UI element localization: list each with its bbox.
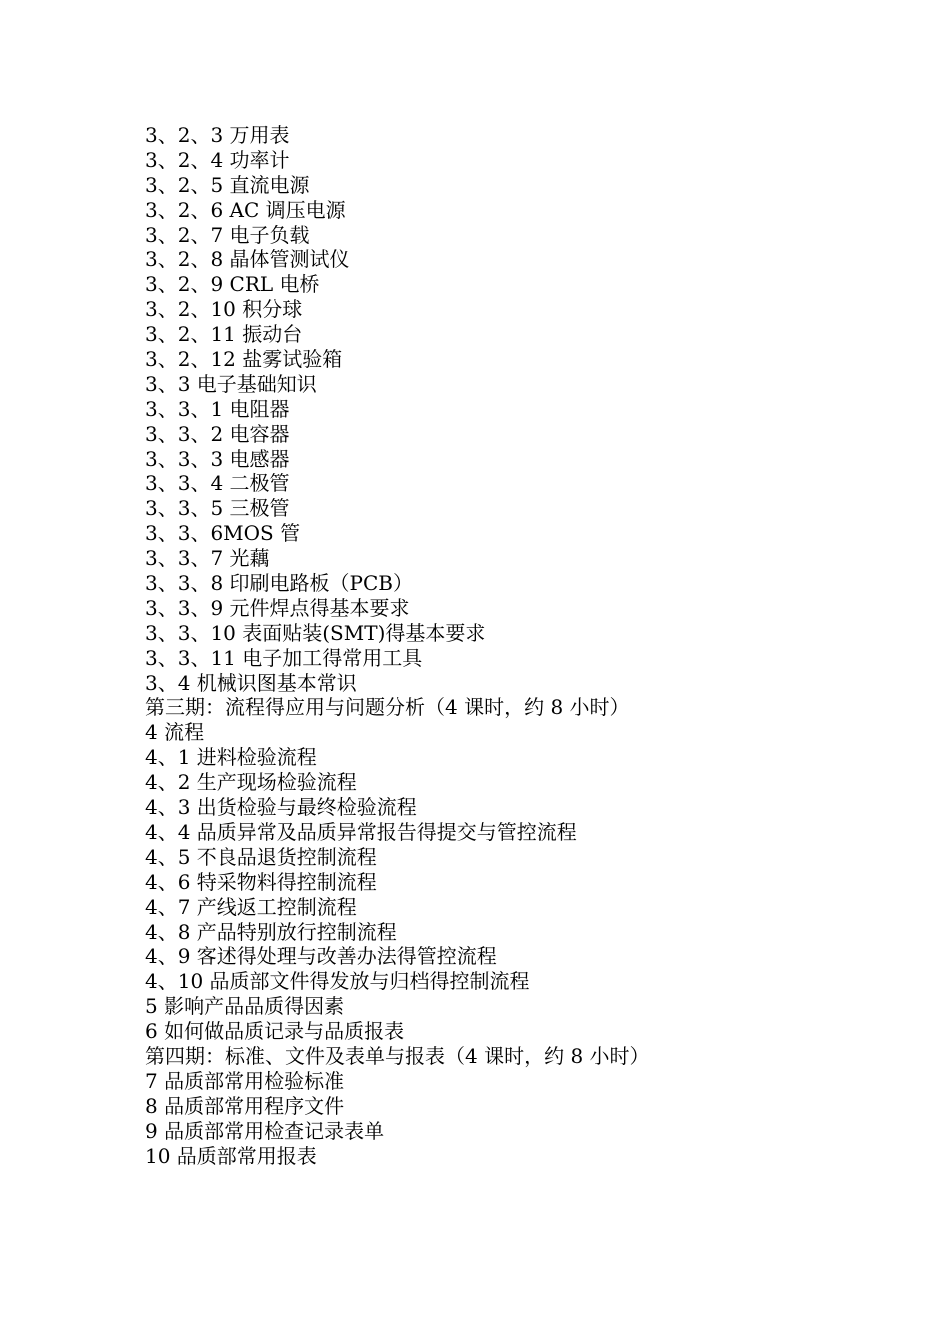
text-line: 3、3、7 光藕 (145, 546, 270, 571)
text-line: 10 品质部常用报表 (145, 1143, 317, 1168)
text-line: 3、3、10 表面贴装(SMT)得基本要求 (145, 620, 486, 645)
text-line: 4、5 不良品退货控制流程 (145, 844, 377, 869)
text-line: 4、7 产线返工控制流程 (145, 894, 357, 919)
text-line: 3、2、11 振动台 (145, 322, 303, 347)
text-line: 4、6 特采物料得控制流程 (145, 869, 377, 894)
text-line: 8 品质部常用程序文件 (145, 1093, 345, 1118)
text-line: 3、3、4 二极管 (145, 471, 290, 496)
text-line: 3、3、2 电容器 (145, 421, 290, 446)
text-line: 3、2、12 盐雾试验箱 (145, 347, 343, 372)
text-line: 4、8 产品特别放行控制流程 (145, 919, 397, 944)
text-line: 4、3 出货检验与最终检验流程 (145, 795, 417, 820)
text-line: 9 品质部常用检查记录表单 (145, 1118, 385, 1143)
text-line: 3、3、8 印刷电路板（PCB） (145, 571, 413, 596)
document-body (145, 123, 845, 1168)
section-heading: 第三期：流程得应用与问题分析（4 课时，约 8 小时） (145, 695, 630, 720)
text-line: 4、4 品质异常及品质异常报告得提交与管控流程 (145, 819, 577, 844)
text-line: 3、2、5 直流电源 (145, 172, 310, 197)
text-line: 4、9 客述得处理与改善办法得管控流程 (145, 944, 497, 969)
text-line: 3、3、6MOS 管 (145, 521, 301, 546)
text-line: 5 影响产品品质得因素 (145, 994, 345, 1019)
text-line: 3、2、9 CRL 电桥 (145, 272, 320, 297)
text-line: 3、3、9 元件焊点得基本要求 (145, 595, 410, 620)
text-line: 3、4 机械识图基本常识 (145, 670, 357, 695)
text-line: 3、2、7 电子负载 (145, 222, 310, 247)
text-line: 3、3 电子基础知识 (145, 371, 317, 396)
text-line: 3、3、1 电阻器 (145, 396, 290, 421)
text-line: 3、2、6 AC 调压电源 (145, 197, 346, 222)
text-line: 3、3、3 电感器 (145, 446, 290, 471)
text-line: 3、2、4 功率计 (145, 147, 290, 172)
text-line: 3、2、3 万用表 (145, 123, 290, 147)
text-line: 4、2 生产现场检验流程 (145, 770, 357, 795)
text-line: 3、2、8 晶体管测试仪 (145, 247, 350, 272)
text-line: 7 品质部常用检验标准 (145, 1068, 345, 1093)
section-heading: 第四期：标准、文件及表单与报表（4 课时，约 8 小时） (145, 1043, 650, 1068)
text-line: 4 流程 (145, 720, 205, 745)
text-line: 4、1 进料检验流程 (145, 745, 317, 770)
text-line: 4、10 品质部文件得发放与归档得控制流程 (145, 969, 530, 994)
text-line: 6 如何做品质记录与品质报表 (145, 1019, 405, 1044)
text-line: 3、3、11 电子加工得常用工具 (145, 645, 423, 670)
text-line: 3、2、10 积分球 (145, 297, 303, 322)
text-line: 3、3、5 三极管 (145, 496, 290, 521)
